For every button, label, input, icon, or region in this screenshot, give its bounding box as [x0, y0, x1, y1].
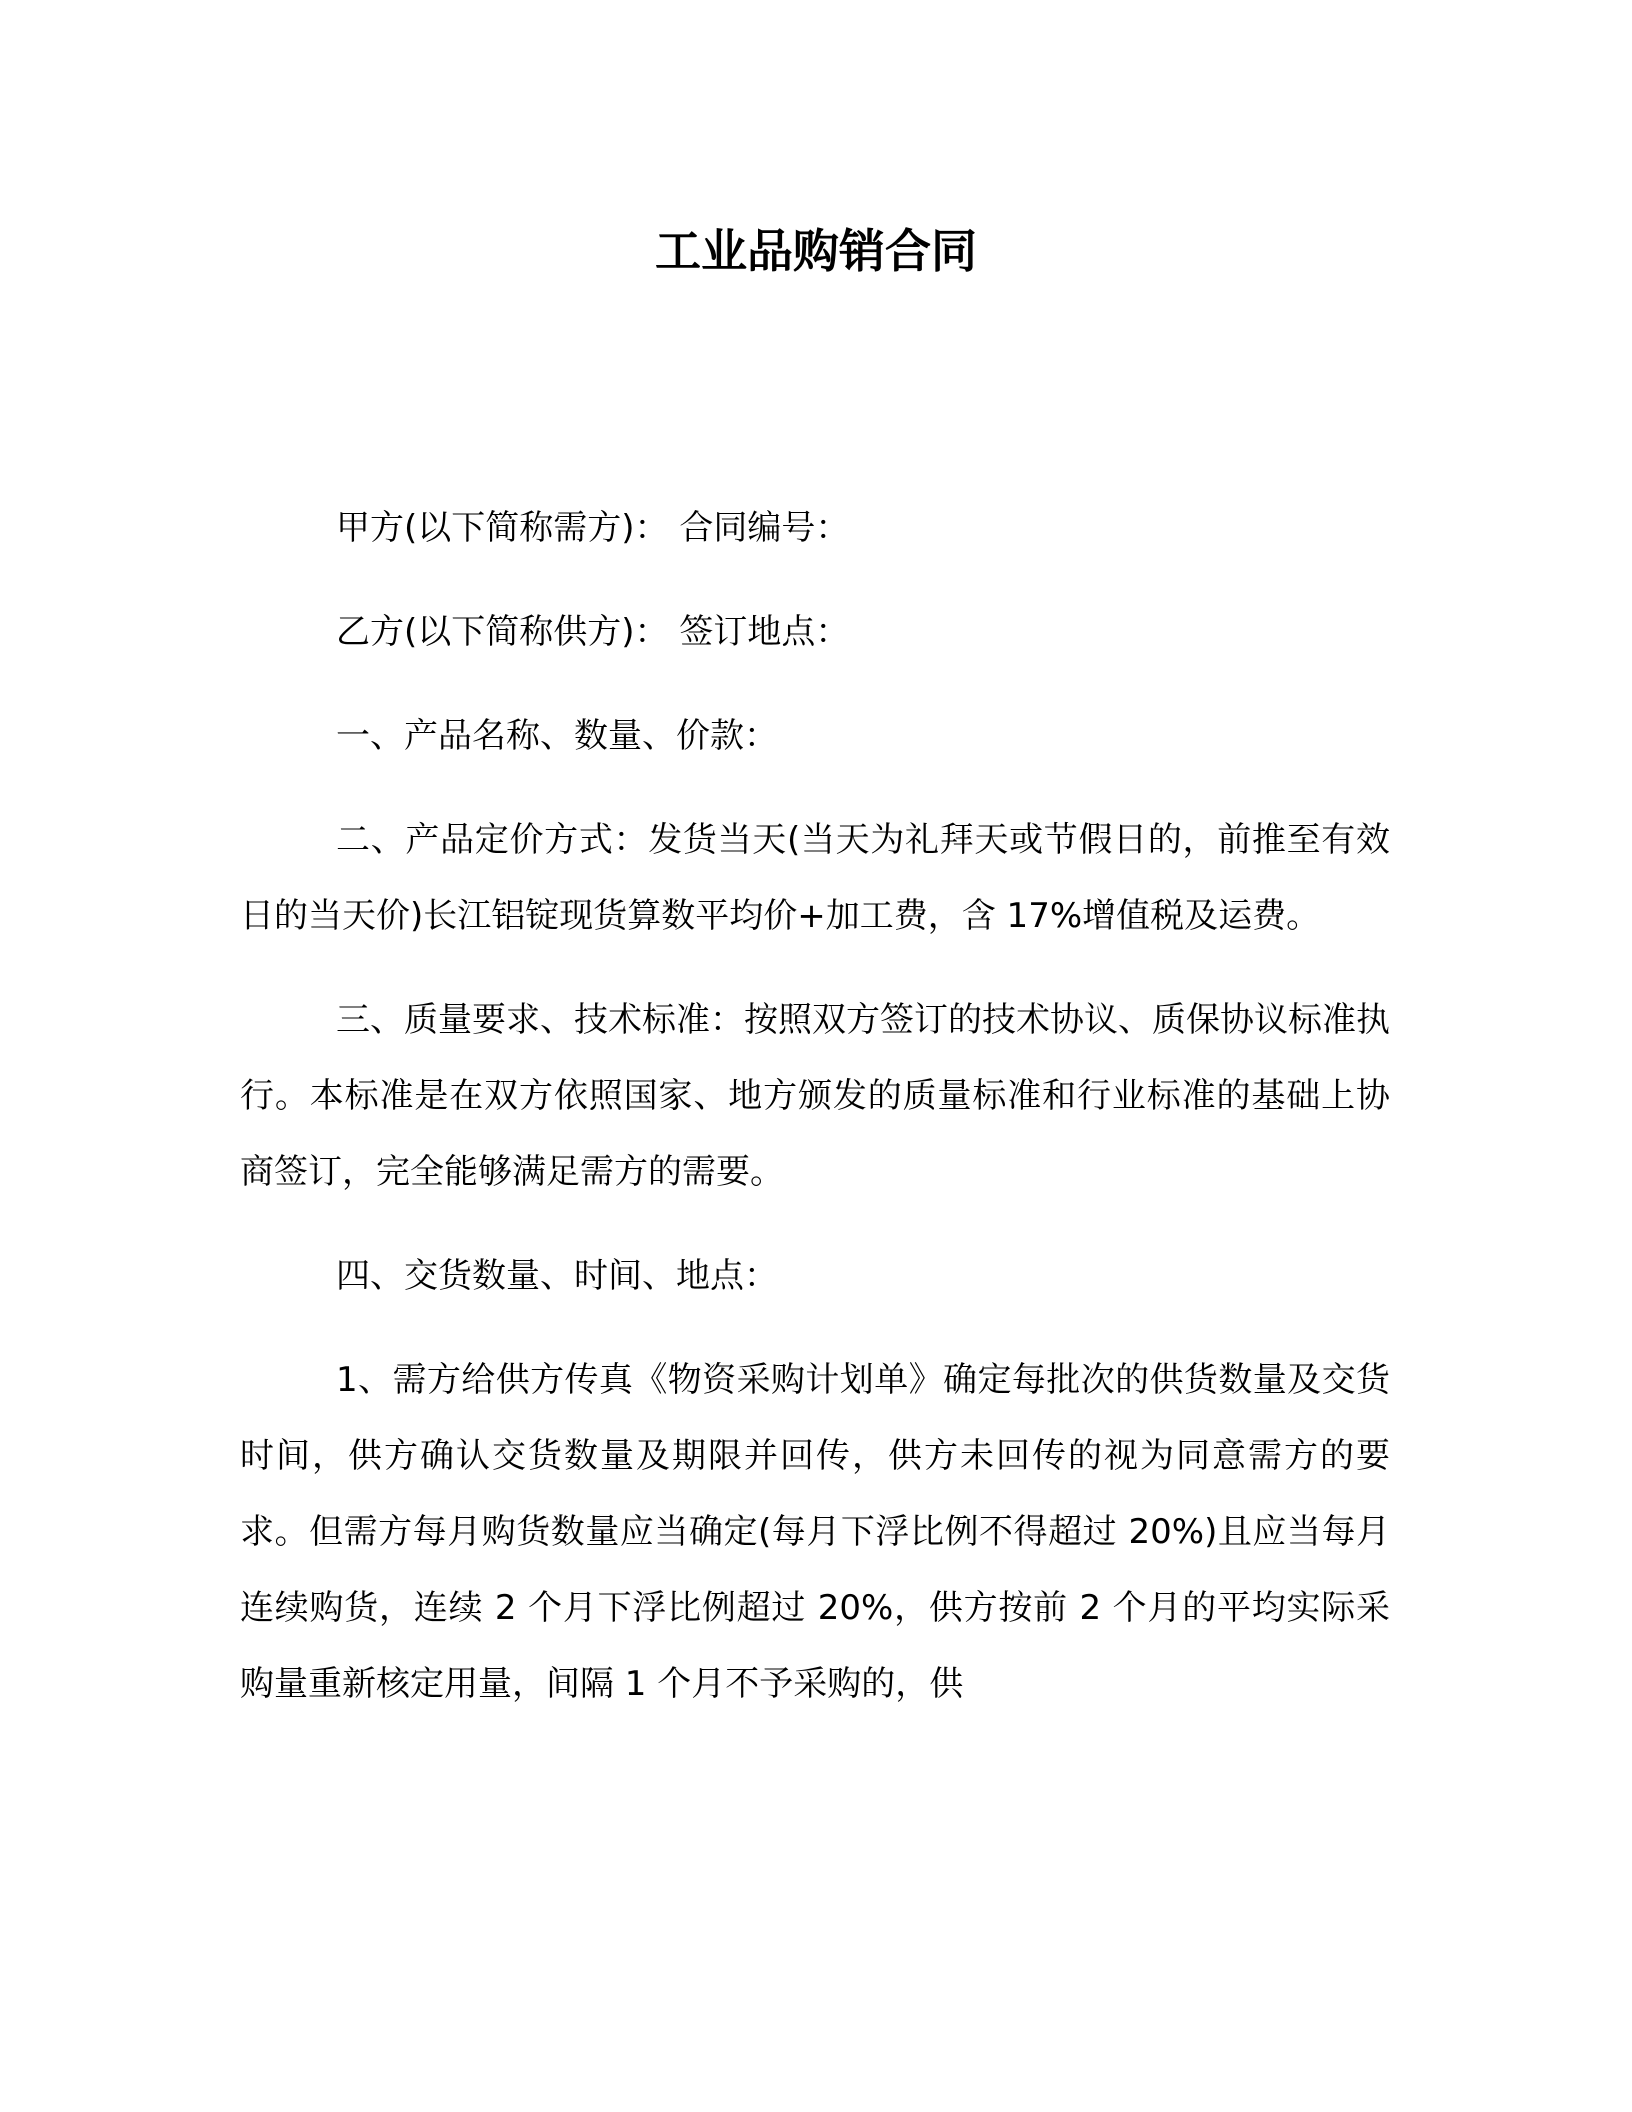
clause-2-pricing: 二、产品定价方式：发货当天(当天为礼拜天或节假日的，前推至有效日的当天价)长江铝锭现货算数平均价+加工费，含 17%增值税及运费。: [240, 820, 1390, 936]
party-a-line: 甲方(以下简称需方)： 合同编号：: [336, 508, 850, 548]
clause-3-quality: 三、质量要求、技术标准：按照双方签订的技术协议、质保协议标准执行。本标准是在双方依照国家、地方颁发的质量标准和行业标准的基础上协商签订，完全能够满足需方的需要。: [240, 1000, 1390, 1192]
clause-4-item-1: 1、需方给供方传真《物资采购计划单》确定每批次的供货数量及交货时间，供方确认交货数量及期限并回传，供方未回传的视为同意需方的要求。但需方每月购货数量应当确定(每月下浮比例不得超过 20%)且应当每月连续购货，连续 2 个月下浮比例超过 20%，供方按前 2 个月的平均实际采购量重新核定用量，间隔 1 个月不予采购的，供: [240, 1360, 1390, 1704]
clause-1-heading: 一、产品名称、数量、价款：: [336, 716, 778, 756]
clause-4-heading: 四、交货数量、时间、地点：: [336, 1256, 778, 1296]
party-b-line: 乙方(以下简称供方)： 签订地点：: [336, 612, 850, 652]
document-title: 工业品购销合同: [655, 224, 977, 278]
document-body: [240, 490, 1390, 1750]
